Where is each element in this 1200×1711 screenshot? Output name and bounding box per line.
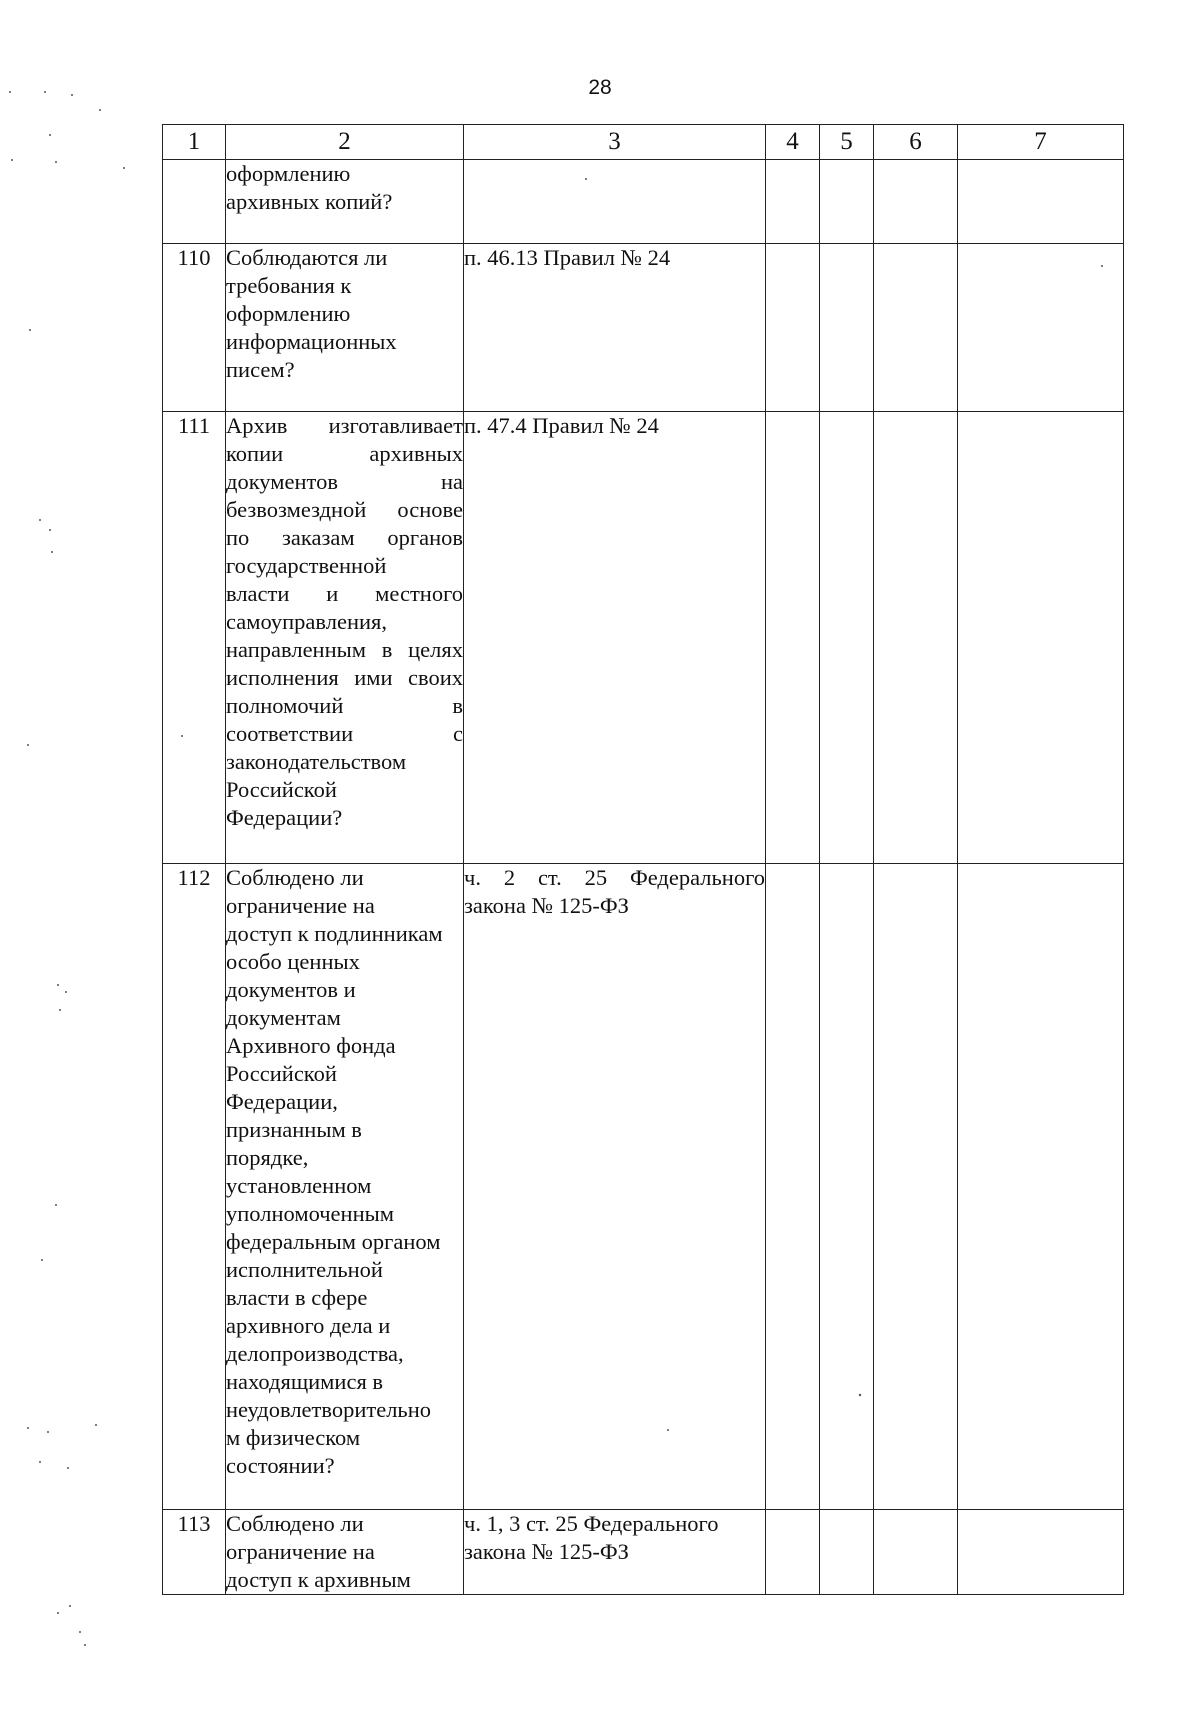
scan-speck: [27, 744, 29, 746]
table-row: [163, 412, 1124, 864]
question-line: состоянии?: [226, 1453, 335, 1478]
scan-speck: [41, 1259, 43, 1261]
row-cell-4: [766, 160, 820, 244]
row-question: [226, 1510, 464, 1595]
row-cell-6: [874, 412, 958, 864]
scan-speck: [49, 529, 51, 531]
row-number: 111: [163, 412, 226, 864]
question-line: документам: [226, 1005, 341, 1030]
question-line: самоуправления,: [226, 609, 388, 634]
scan-speck: [47, 1431, 49, 1433]
row-cell-5: [820, 160, 874, 244]
question-line: Федерации?: [226, 805, 343, 830]
row-number: [163, 160, 226, 244]
question-line: доступ к архивным: [226, 1567, 411, 1592]
question-line: безвозмездной основе: [226, 497, 463, 522]
table-row: [163, 244, 1124, 412]
scan-speck: [65, 991, 67, 993]
column-header-1: 1: [163, 125, 226, 160]
question-line: информационных: [226, 329, 397, 354]
column-header-6: 6: [874, 125, 958, 160]
question-line: законодательством: [226, 749, 407, 774]
row-cell-6: [874, 864, 958, 1510]
reference-line: ч. 1, 3 ст. 25 Федерального: [464, 1511, 719, 1536]
column-header-5: 5: [820, 125, 874, 160]
scan-speck: [95, 1424, 97, 1426]
row-cell-6: [874, 1510, 958, 1595]
question-line: Российской: [226, 1061, 337, 1086]
scan-speck: [55, 1204, 57, 1206]
question-line: архивных копий?: [226, 189, 393, 214]
question-line: Соблюдено ли: [226, 1511, 364, 1536]
reference-line: ч. 2 ст. 25 Федерального: [464, 865, 765, 890]
column-header-7: 7: [958, 125, 1124, 160]
page-number: 28: [588, 76, 612, 99]
scan-speck: [39, 1461, 41, 1463]
scan-speck: [123, 167, 125, 169]
row-cell-7: [958, 864, 1124, 1510]
question-line: уполномоченным: [226, 1201, 394, 1226]
row-cell-5: [820, 1510, 874, 1595]
row-cell-7: [958, 412, 1124, 864]
question-line: направленным в целях: [226, 637, 463, 662]
row-reference: п. 47.4 Правил № 24: [464, 412, 766, 864]
question-line: Российской: [226, 777, 337, 802]
row-number: 112: [163, 864, 226, 1510]
scan-speck: [55, 161, 57, 163]
question-line: Архив изготавливает: [226, 413, 463, 438]
table-row: [163, 864, 1124, 1510]
question-line: федеральным органом: [226, 1229, 441, 1254]
row-cell-7: [958, 160, 1124, 244]
scan-speck: [59, 1009, 61, 1011]
question-line: порядке,: [226, 1145, 309, 1170]
row-cell-7: [958, 244, 1124, 412]
question-line: особо ценных: [226, 949, 360, 974]
row-cell-4: [766, 412, 820, 864]
question-line: архивного дела и: [226, 1313, 391, 1338]
row-cell-5: [820, 244, 874, 412]
column-header-4: 4: [766, 125, 820, 160]
question-line: м физическом: [226, 1425, 361, 1450]
row-reference: [464, 1510, 766, 1595]
row-number: 110: [163, 244, 226, 412]
question-line: неудовлетворительно: [226, 1397, 431, 1422]
question-line: документов на: [226, 469, 463, 494]
question-line: государственной: [226, 553, 387, 578]
row-question: [226, 244, 464, 412]
row-cell-4: [766, 1510, 820, 1595]
question-line: установленном: [226, 1173, 372, 1198]
question-line: соответствии с: [226, 721, 463, 746]
question-line: оформлению: [226, 301, 351, 326]
scan-speck: [27, 1427, 29, 1429]
row-question: [226, 412, 464, 864]
question-line: по заказам органов: [226, 525, 463, 550]
row-reference: п. 46.13 Правил № 24: [464, 244, 766, 412]
table-row: [163, 160, 1124, 244]
question-line: Соблюдено ли: [226, 865, 364, 890]
row-question: [226, 160, 464, 244]
scan-speck: [99, 109, 101, 111]
column-header-3: 3: [464, 125, 766, 160]
question-line: полномочий в: [226, 693, 463, 718]
row-question: [226, 864, 464, 1510]
column-header-2: 2: [226, 125, 464, 160]
question-line: оформлению: [226, 161, 351, 186]
scan-speck: [84, 1644, 86, 1646]
question-line: писем?: [226, 357, 295, 382]
row-reference: [464, 864, 766, 1510]
question-line: ограничение на: [226, 1539, 375, 1564]
reference-line: закона № 125-ФЗ: [464, 1539, 629, 1564]
scan-speck: [57, 1612, 59, 1614]
question-line: документов и: [226, 977, 356, 1002]
scan-speck: [51, 551, 53, 553]
question-line: власти в сфере: [226, 1285, 368, 1310]
question-line: делопроизводства,: [226, 1341, 404, 1366]
scan-speck: [57, 984, 59, 986]
scan-speck: [69, 1605, 71, 1607]
question-line: исполнения ими своих: [226, 665, 463, 690]
row-reference: [464, 160, 766, 244]
question-line: находящимися в: [226, 1369, 384, 1394]
scan-speck: [67, 1467, 69, 1469]
checklist-table: [162, 124, 1124, 1595]
question-line: доступ к подлинникам: [226, 921, 443, 946]
table-header-row: [163, 125, 1124, 160]
question-line: признанным в: [226, 1117, 362, 1142]
row-cell-6: [874, 244, 958, 412]
scan-speck: [79, 1631, 81, 1633]
scan-speck: [39, 519, 41, 521]
scan-speck: [29, 329, 31, 331]
question-line: Архивного фонда: [226, 1033, 396, 1058]
row-cell-7: [958, 1510, 1124, 1595]
question-line: исполнительной: [226, 1257, 383, 1282]
question-line: Федерации,: [226, 1089, 338, 1114]
scan-speck: [49, 134, 51, 136]
row-cell-5: [820, 412, 874, 864]
question-line: Соблюдаются ли: [226, 245, 388, 270]
row-cell-5: [820, 864, 874, 1510]
question-line: власти и местного: [226, 581, 463, 606]
reference-line: закона № 125-ФЗ: [464, 893, 629, 918]
question-line: требования к: [226, 273, 352, 298]
row-number: 113: [163, 1510, 226, 1595]
scan-speck: [11, 159, 13, 161]
row-cell-4: [766, 864, 820, 1510]
row-cell-6: [874, 160, 958, 244]
row-cell-4: [766, 244, 820, 412]
question-line: копии архивных: [226, 441, 463, 466]
table-row: [163, 1510, 1124, 1595]
question-line: ограничение на: [226, 893, 375, 918]
